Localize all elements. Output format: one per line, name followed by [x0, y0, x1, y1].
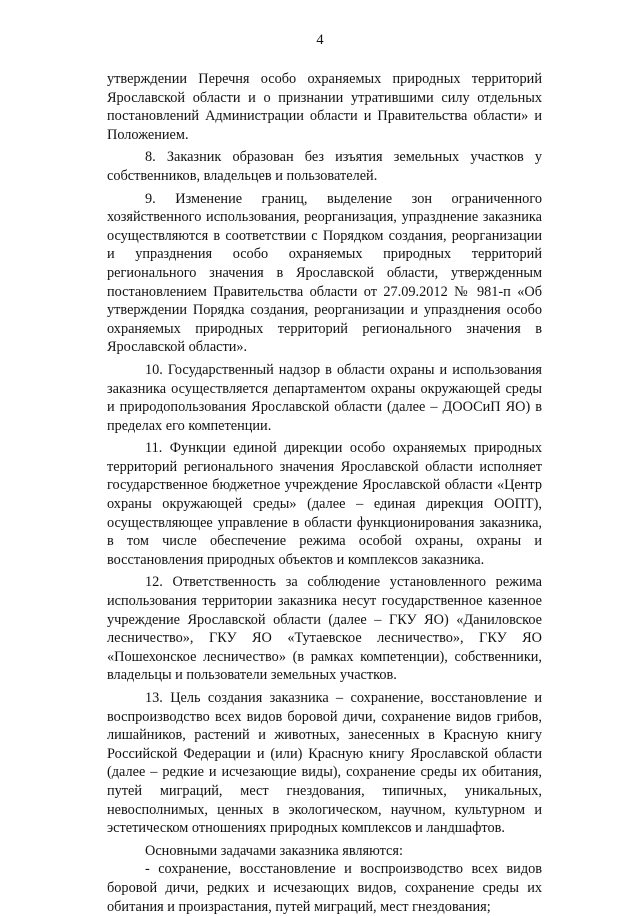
paragraph-item-9: 9. Изменение границ, выделение зон ограниченного хозяйственного использования, реорганизация, упразднение заказника осуществляются в соответствии с Порядком создания, реорганизации и упразднения особо охраняемых природных территорий регионального значения в Ярославской области, утвержденным постановлением Правительства области от 27.09.2012 № 981-п «Об утверждении Порядка создания, реорганизации и упразднения особо охраняемых природных территорий регионального значения в Ярославской области». — [107, 190, 542, 356]
page-number: 4 — [316, 32, 324, 48]
paragraph-tasks-heading: Основными задачами заказника являются: — [145, 842, 403, 859]
paragraph-item-11: 11. Функции единой дирекции особо охраняемых природных территорий регионального значения Ярославской области исполняет государственное бюджетное учреждение Ярославской области «Центр охраны окружающей среды» (далее – единая дирекция ООПТ), осуществляющее управление в области функционирования заказника, в том числе обеспечение режима особой охраны, охраны и восстановления природных объектов и комплексов заказника. — [107, 440, 542, 568]
paragraph-item-8: 8. Заказник образован без изъятия земельных участков у собственников, владельцев и пользователей. — [107, 149, 542, 184]
paragraph-item-13: 13. Цель создания заказника – сохранение, восстановление и воспроизводство всех видов боровой дичи, сохранение видов грибов, лишайников, растений и животных, занесенных в Красную книгу Российской Федерации и (или) Красную книгу Ярославской области (далее – редкие и исчезающие виды), сохранение среды их обитания, путей миграций, мест гнездования, типичных, уникальных, невосполнимых, ценных в экологическом, научном, культурном и эстетическом отношениях природных комплексов и ландшафтов. — [107, 690, 542, 837]
paragraph-item-10: 10. Государственный надзор в области охраны и использования заказника осуществляется департаментом охраны окружающей среды и природопользования Ярославской области (далее – ДООСиП ЯО) в пределах его компетенции. — [107, 361, 542, 434]
paragraph-continuation: утверждении Перечня особо охраняемых природных территорий Ярославской области и о признании утратившими силу отдельных постановлений Администрации области и Правительства области» и Положением. — [107, 71, 542, 143]
paragraph-item-12: 12. Ответственность за соблюдение установленного режима использования территории заказника несут государственное казенное учреждение Ярославской области (далее – ГКУ ЯО) «Даниловское лесничество», ГКУ ЯО «Тутаевское лесничество», ГКУ ЯО «Пошехонское лесничество» (в рамках компетенции), собственники, владельцы и пользователи земельных участков. — [107, 574, 542, 684]
paragraph-task-item: - сохранение, восстановление и воспроизводство всех видов боровой дичи, редких и исчезающих видов, сохранение среды их обитания и произрастания, путей миграций, мест гнездования; — [107, 861, 542, 915]
document-body — [107, 70, 542, 916]
